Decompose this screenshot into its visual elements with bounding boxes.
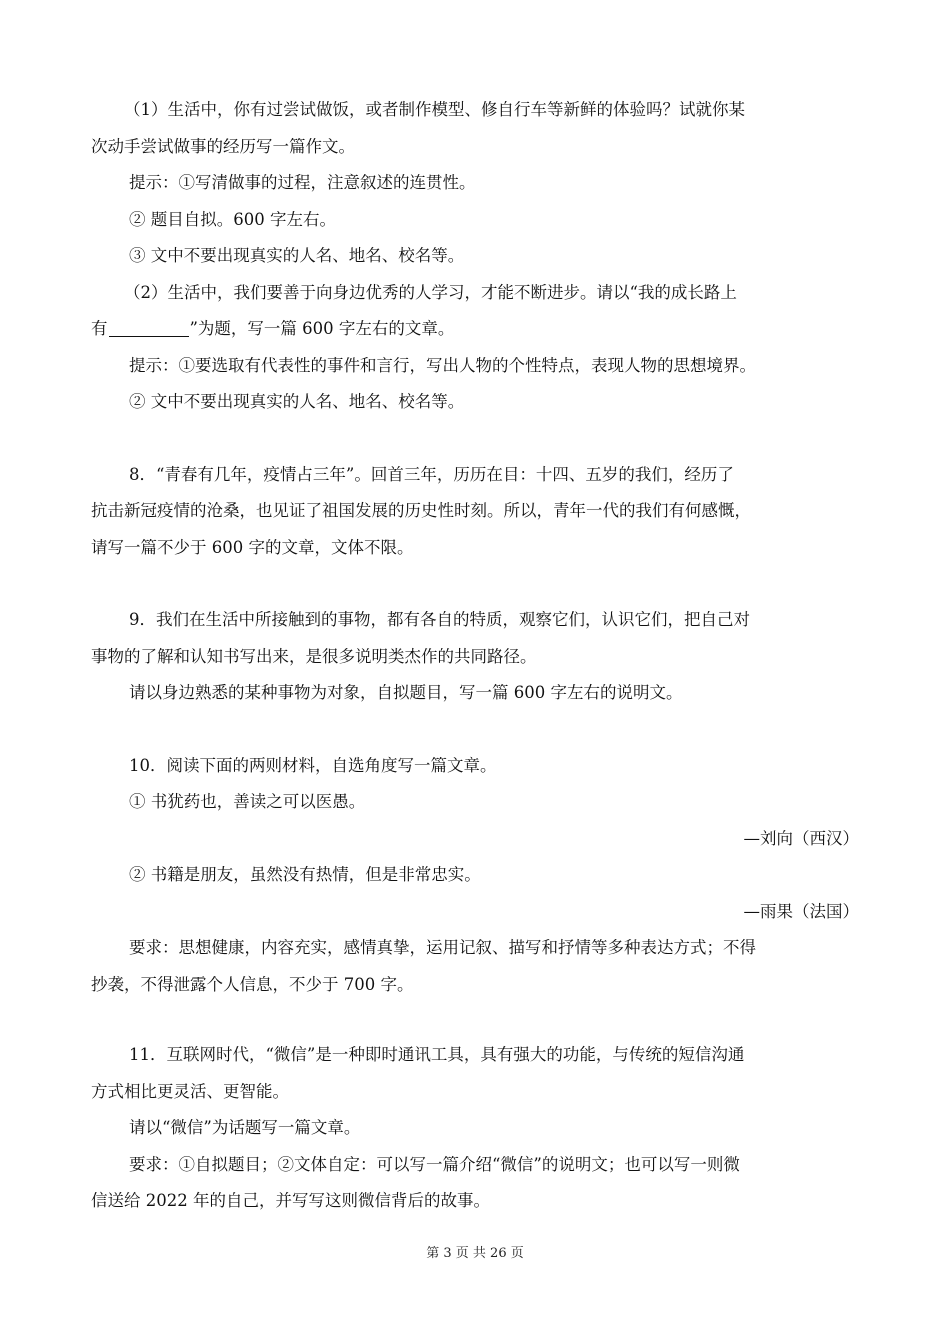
q11-line3: 请以“微信”为话题写一篇文章。 bbox=[129, 1118, 361, 1137]
q7-2-line2-suffix: ”为题，写一篇 600 字左右的文章。 bbox=[189, 319, 455, 338]
q7-1-line2: 次动手尝试做事的经历写一篇作文。 bbox=[91, 136, 355, 156]
q8-line2: 抗击新冠疫情的沧桑，也见证了祖国发展的历史性时刻。所以，青年一代的我们有何感慨， bbox=[91, 501, 751, 520]
hint-4: 提示：①要选取有代表性的事件和言行，写出人物的个性特点，表现人物的思想境界。 bbox=[129, 355, 756, 375]
q10-material-2-source: —雨果（法国） bbox=[743, 901, 859, 921]
q11-line1: 11．互联网时代，“微信”是一种即时通讯工具，具有强大的功能，与传统的短信沟通 bbox=[129, 1045, 745, 1064]
q7-2-line1: （2）生活中，我们要善于向身边优秀的人学习，才能不断进步。请以“我的成长路上 bbox=[124, 282, 737, 302]
q8-line3: 请写一篇不少于 600 字的文章，文体不限。 bbox=[91, 537, 414, 557]
q7-1-line1: （1）生活中，你有过尝试做饭，或者制作模型、修自行车等新鲜的体验吗？试就你某 bbox=[124, 100, 745, 119]
q9-line1: 9．我们在生活中所接触到的事物，都有各自的特质，观察它们，认识它们，把自己对 bbox=[129, 610, 750, 629]
q11-requirement-2: 信送给 2022 年的自己，并写写这则微信背后的故事。 bbox=[91, 1191, 490, 1210]
q10-requirement-2: 抄袭，不得泄露个人信息，不少于 700 字。 bbox=[91, 974, 414, 994]
q8-line1: 8．“青春有几年，疫情占三年”。回首三年，历历在目：十四、五岁的我们，经历了 bbox=[129, 464, 734, 484]
document-body bbox=[91, 92, 859, 1220]
q10-line1: 10．阅读下面的两则材料，自选角度写一篇文章。 bbox=[129, 755, 497, 775]
q10-material-1-source: —刘向（西汉） bbox=[743, 828, 859, 848]
fill-in-blank bbox=[109, 320, 189, 338]
q11-line2: 方式相比更灵活、更智能。 bbox=[91, 1081, 289, 1101]
q9-line3: 请以身边熟悉的某种事物为对象，自拟题目，写一篇 600 字左右的说明文。 bbox=[129, 683, 683, 702]
q7-2-line2-prefix: 有 bbox=[91, 319, 108, 338]
q11-requirement-1: 要求：①自拟题目；②文体自定：可以写一篇介绍“微信”的说明文；也可以写一则微 bbox=[129, 1154, 740, 1174]
q9-line2: 事物的了解和认知书写出来，是很多说明类杰作的共同路径。 bbox=[91, 646, 537, 666]
page-number: 第 3 页 共 26 页 bbox=[426, 1246, 524, 1261]
hint-1: 提示：①写清做事的过程，注意叙述的连贯性。 bbox=[129, 173, 476, 192]
q10-material-1: ① 书犹药也，善读之可以医愚。 bbox=[129, 792, 366, 811]
q7-2-line2 bbox=[91, 311, 859, 348]
hint-3: ③ 文中不要出现真实的人名、地名、校名等。 bbox=[129, 246, 465, 265]
hint-2: ② 题目自拟。600 字左右。 bbox=[129, 209, 336, 229]
hint-5: ② 文中不要出现真实的人名、地名、校名等。 bbox=[129, 392, 465, 411]
q10-requirement-1: 要求：思想健康，内容充实，感情真挚，运用记叙、描写和抒情等多种表达方式；不得 bbox=[129, 938, 756, 957]
q10-material-2: ② 书籍是朋友，虽然没有热情，但是非常忠实。 bbox=[129, 865, 481, 884]
